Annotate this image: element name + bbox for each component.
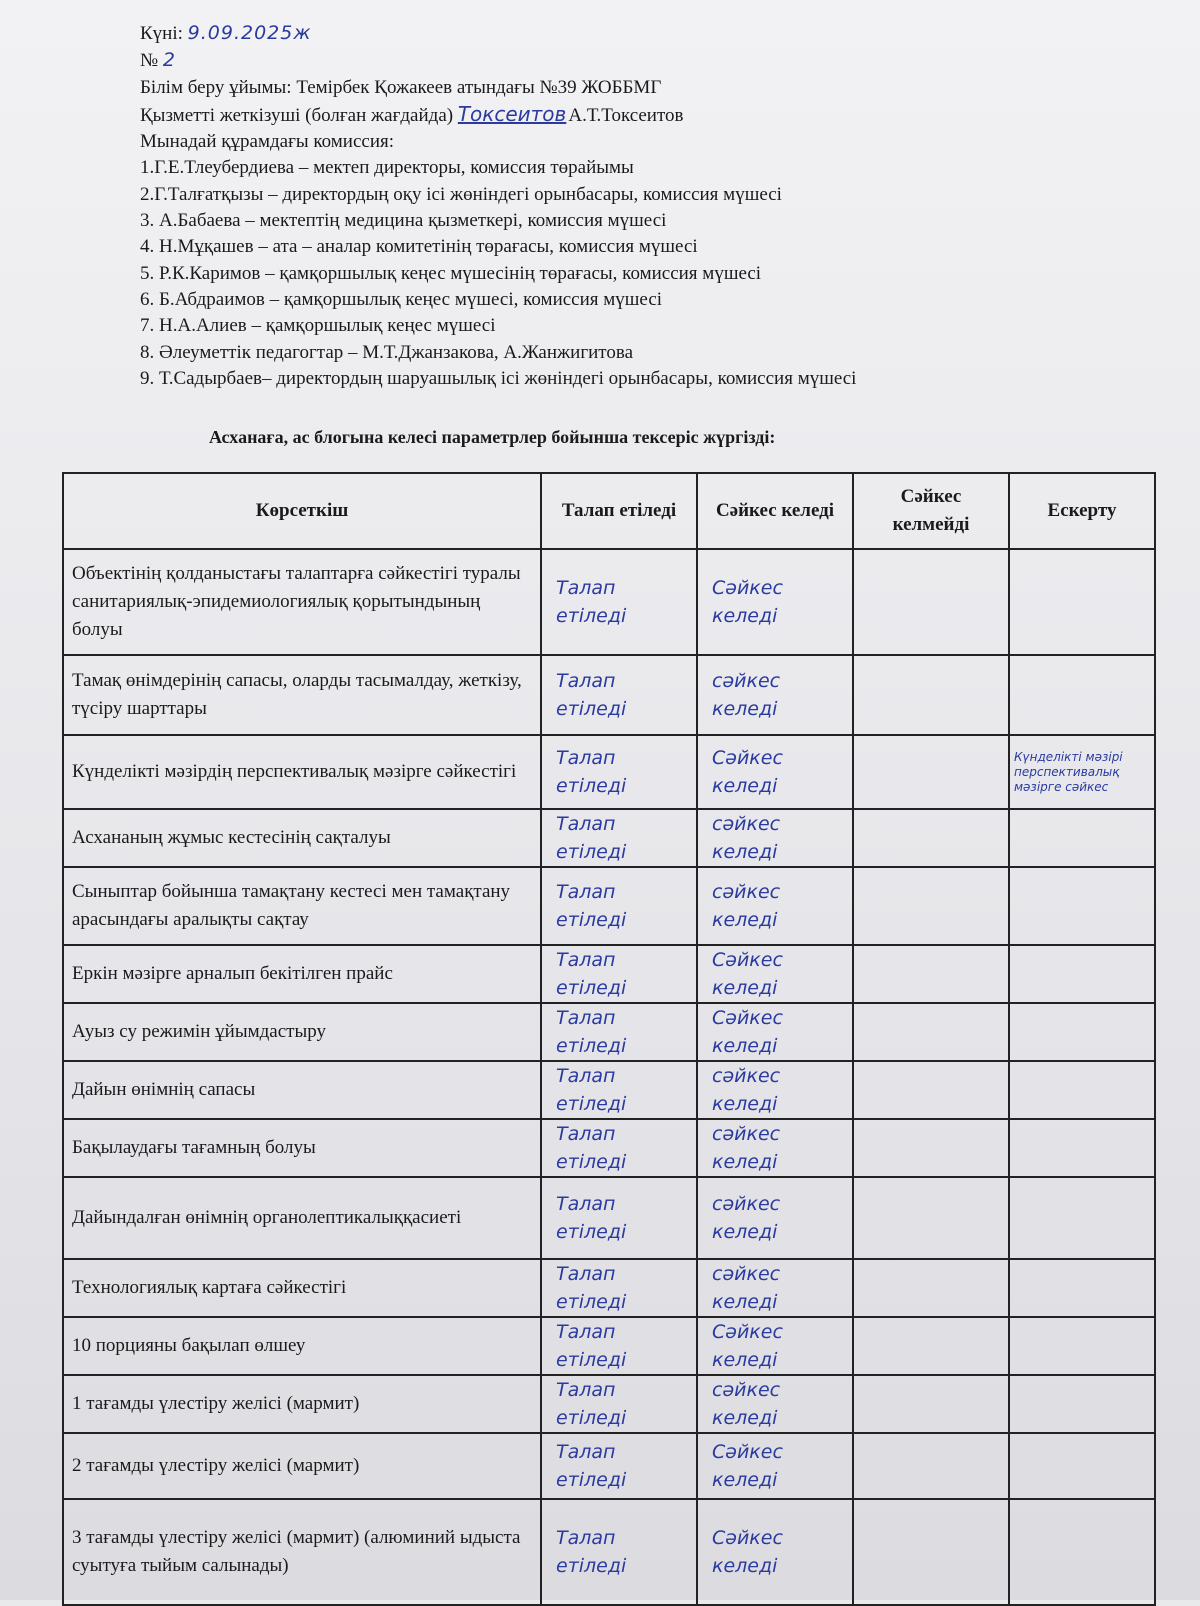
header-mismatch: Сәйкес келмейді (853, 473, 1009, 549)
indicator-cell: Тамақ өнімдерінің сапасы, оларды тасымалдау, жеткізу, түсіру шарттары (63, 655, 541, 735)
match-text: келеді (712, 698, 778, 720)
table-row (63, 1003, 1155, 1061)
note-cell[interactable] (1009, 1259, 1155, 1317)
commission-member: 5. Р.К.Каримов – қамқоршылық кеңес мүшесінің төрағасы, комиссия мүшесі (140, 262, 762, 284)
match-text: келеді (712, 1093, 778, 1115)
match-text: Сәйкес (712, 577, 783, 599)
table-row (63, 867, 1155, 945)
required-text: Талап (556, 1123, 616, 1145)
indicator-cell: Технологиялық картаға сәйкестігі (63, 1259, 541, 1317)
mismatch-cell[interactable] (853, 1317, 1009, 1375)
table-row (63, 1061, 1155, 1119)
required-text: етіледі (556, 775, 627, 797)
provider-label: Қызметті жеткізуші (болған жағдайда) (140, 104, 454, 126)
indicator-cell: Объектінің қолданыстағы талаптарға сәйкестігі туралы санитариялық-эпидемиологиялық қорытындының болуы (63, 549, 541, 655)
required-text: Талап (556, 1527, 616, 1549)
required-text: Талап (556, 1321, 616, 1343)
indicator-cell: Күнделікті мәзірдің перспективалық мәзірге сәйкестігі (63, 735, 541, 809)
table-row (63, 1259, 1155, 1317)
note-cell[interactable] (1009, 1061, 1155, 1119)
note-cell[interactable] (1009, 1499, 1155, 1605)
required-cell[interactable] (541, 1499, 697, 1605)
match-text: сәйкес (712, 670, 781, 692)
match-cell[interactable] (697, 1177, 853, 1259)
table-row (63, 1119, 1155, 1177)
match-text: келеді (712, 1349, 778, 1371)
required-text: Талап (556, 747, 616, 769)
mismatch-cell[interactable] (853, 549, 1009, 655)
match-text: келеді (712, 775, 778, 797)
number-value: 2 (162, 49, 176, 72)
required-text: Талап (556, 670, 616, 692)
provider-name: А.Т.Токсеитов (568, 104, 684, 126)
match-text: келеді (712, 1407, 778, 1429)
required-cell[interactable] (541, 1259, 697, 1317)
mismatch-cell[interactable] (853, 1433, 1009, 1499)
commission-member: 6. Б.Абдраимов – қамқоршылық кеңес мүшесі, комиссия мүшесі (140, 288, 663, 310)
required-cell[interactable] (541, 1433, 697, 1499)
note-cell[interactable] (1009, 809, 1155, 867)
required-text: етіледі (556, 1469, 627, 1491)
match-cell[interactable] (697, 1499, 853, 1605)
mismatch-cell[interactable] (853, 1259, 1009, 1317)
required-text: етіледі (556, 1093, 627, 1115)
document-header (140, 20, 856, 392)
commission-member: 2.Г.Талғатқызы – директордың оқу ісі жөніндегі орынбасары, комиссия мүшесі (140, 183, 782, 205)
match-text: келеді (712, 1291, 778, 1313)
date-label: Күні: (140, 23, 183, 44)
note-cell[interactable] (1009, 1375, 1155, 1433)
required-cell[interactable] (541, 1177, 697, 1259)
mismatch-cell[interactable] (853, 1003, 1009, 1061)
required-text: Талап (556, 881, 616, 903)
note-cell[interactable] (1009, 1433, 1155, 1499)
match-cell[interactable] (697, 809, 853, 867)
required-text: Талап (556, 813, 616, 835)
required-cell[interactable] (541, 735, 697, 809)
required-text: Талап (556, 949, 616, 971)
date-line (140, 20, 856, 47)
commission-member: 7. Н.А.Алиев – қамқоршылық кеңес мүшесі (140, 315, 496, 337)
mismatch-cell[interactable] (853, 809, 1009, 867)
required-text: етіледі (556, 1291, 627, 1313)
inspection-table (62, 472, 1156, 1606)
required-text: етіледі (556, 1035, 627, 1057)
match-text: сәйкес (712, 1065, 781, 1087)
note-cell[interactable] (1009, 945, 1155, 1003)
table-row (63, 1433, 1155, 1499)
match-cell[interactable] (697, 1259, 853, 1317)
header-required: Талап етіледі (541, 473, 697, 549)
match-cell[interactable] (697, 1119, 853, 1177)
commission-member: 3. А.Бабаева – мектептің медицина қызметкері, комиссия мүшесі (140, 210, 667, 232)
required-text: етіледі (556, 1555, 627, 1577)
required-text: етіледі (556, 1151, 627, 1173)
required-text: Талап (556, 1441, 616, 1463)
match-text: сәйкес (712, 1379, 781, 1401)
indicator-cell: 10 порцияны бақылап өлшеу (63, 1317, 541, 1375)
match-text: Сәйкес (712, 1321, 783, 1343)
required-text: Талап (556, 1007, 616, 1029)
mismatch-cell[interactable] (853, 867, 1009, 945)
match-cell[interactable] (697, 1375, 853, 1433)
required-text: Талап (556, 1379, 616, 1401)
indicator-cell: 1 тағамды үлестіру желісі (мармит) (63, 1375, 541, 1433)
match-text: келеді (712, 1035, 778, 1057)
required-text: етіледі (556, 909, 627, 931)
required-text: етіледі (556, 977, 627, 999)
commission-member: 8. Әлеуметтік педагогтар – М.Т.Джанзакова, А.Жанжигитова (140, 341, 633, 363)
indicator-cell: Бақылаудағы тағамның болуы (63, 1119, 541, 1177)
required-text: етіледі (556, 698, 627, 720)
provider-signature: Токсеитов (457, 101, 567, 126)
required-cell[interactable] (541, 655, 697, 735)
match-cell[interactable] (697, 1061, 853, 1119)
commission-member: 4. Н.Мұқашев – ата – аналар комитетінің төрағасы, комиссия мүшесі (140, 236, 698, 258)
match-text: Сәйкес (712, 1441, 783, 1463)
match-cell[interactable] (697, 735, 853, 809)
match-text: Сәйкес (712, 949, 783, 971)
note-cell[interactable] (1009, 655, 1155, 735)
organization: Білім беру ұйымы: Темірбек Қожакеев атындағы №39 ЖОББМГ (140, 76, 662, 98)
match-text: Сәйкес (712, 747, 783, 769)
indicator-cell: 2 тағамды үлестіру желісі (мармит) (63, 1433, 541, 1499)
match-cell[interactable] (697, 1433, 853, 1499)
required-text: Талап (556, 1263, 616, 1285)
match-text: келеді (712, 909, 778, 931)
date-value: 9.09.2025ж (187, 22, 312, 44)
header-indicator: Көрсеткіш (63, 473, 541, 549)
match-text: келеді (712, 977, 778, 999)
mismatch-cell[interactable] (853, 1061, 1009, 1119)
mismatch-cell[interactable] (853, 1119, 1009, 1177)
required-text: етіледі (556, 1221, 627, 1243)
table-row (63, 809, 1155, 867)
number-label: № (140, 50, 159, 72)
match-text: келеді (712, 1221, 778, 1243)
note-cell[interactable] (1009, 549, 1155, 655)
match-text: келеді (712, 1151, 778, 1173)
match-cell[interactable] (697, 867, 853, 945)
match-cell[interactable] (697, 1317, 853, 1375)
mismatch-cell[interactable] (853, 1375, 1009, 1433)
indicator-cell: Ауыз су режимін ұйымдастыру (63, 1003, 541, 1061)
required-text: етіледі (556, 1349, 627, 1371)
required-cell[interactable] (541, 549, 697, 655)
required-cell[interactable] (541, 945, 697, 1003)
table-row (63, 1177, 1155, 1259)
mismatch-cell[interactable] (853, 1177, 1009, 1259)
note-cell[interactable] (1009, 1317, 1155, 1375)
match-text: сәйкес (712, 1193, 781, 1215)
table-row (63, 1375, 1155, 1433)
mismatch-cell[interactable] (853, 655, 1009, 735)
required-text: етіледі (556, 841, 627, 863)
header-match: Сәйкес келеді (697, 473, 853, 549)
indicator-cell: Асхананың жұмыс кестесінің сақталуы (63, 809, 541, 867)
table-row (63, 735, 1155, 809)
table-row (63, 1317, 1155, 1375)
mismatch-cell[interactable] (853, 735, 1009, 809)
match-text: сәйкес (712, 881, 781, 903)
commission-member: 9. Т.Садырбаев– директордың шаруашылық ісі жөніндегі орынбасары, комиссия мүшесі (140, 367, 857, 389)
required-text: Талап (556, 1193, 616, 1215)
indicator-cell: Дайын өнімнің сапасы (63, 1061, 541, 1119)
match-text: сәйкес (712, 1123, 781, 1145)
mismatch-cell[interactable] (853, 1499, 1009, 1605)
match-text: келеді (712, 1469, 778, 1491)
match-text: келеді (712, 1555, 778, 1577)
mismatch-cell[interactable] (853, 945, 1009, 1003)
number-line (140, 47, 856, 74)
required-cell[interactable] (541, 1119, 697, 1177)
match-cell[interactable] (697, 549, 853, 655)
indicator-cell: 3 тағамды үлестіру желісі (мармит) (алюминий ыдыста суытуға тыйым салынады) (63, 1499, 541, 1605)
commission-label: Мынадай құрамдағы комиссия: (140, 131, 395, 153)
required-text: етіледі (556, 605, 627, 627)
required-text: етіледі (556, 1407, 627, 1429)
table-row (63, 549, 1155, 655)
match-text: сәйкес (712, 813, 781, 835)
match-cell[interactable] (697, 655, 853, 735)
required-cell[interactable] (541, 1317, 697, 1375)
commission-member: 1.Г.Е.Тлеубердиева – мектеп директоры, комиссия төрайымы (140, 157, 634, 179)
indicator-cell: Сыныптар бойынша тамақтану кестесі мен тамақтану арасындағы аралықты сақтау (63, 867, 541, 945)
required-cell[interactable] (541, 1003, 697, 1061)
required-text: Талап (556, 1065, 616, 1087)
indicator-cell: Дайындалған өнімнің органолептикалыққасиеті (63, 1177, 541, 1259)
inspection-title: Асханаға, ас блогына келесі параметрлер бойынша тексеріс жүргізді: (209, 427, 776, 447)
required-cell[interactable] (541, 1375, 697, 1433)
indicator-cell: Еркін мәзірге арналып бекітілген прайс (63, 945, 541, 1003)
table-header-row (63, 473, 1155, 549)
table-row (63, 655, 1155, 735)
match-text: келеді (712, 605, 778, 627)
note-cell[interactable] (1009, 1177, 1155, 1259)
match-text: келеді (712, 841, 778, 863)
match-text: сәйкес (712, 1263, 781, 1285)
table-row (63, 945, 1155, 1003)
required-text: Талап (556, 577, 616, 599)
match-cell[interactable] (697, 945, 853, 1003)
match-text: Сәйкес (712, 1527, 783, 1549)
header-note: Ескерту (1009, 473, 1155, 549)
note-cell[interactable] (1009, 1119, 1155, 1177)
required-cell[interactable] (541, 809, 697, 867)
required-cell[interactable] (541, 1061, 697, 1119)
table-row (63, 1499, 1155, 1605)
required-cell[interactable] (541, 867, 697, 945)
match-cell[interactable] (697, 1003, 853, 1061)
provider-line (140, 101, 856, 129)
match-text: Сәйкес (712, 1007, 783, 1029)
note-cell[interactable] (1009, 867, 1155, 945)
note-cell[interactable] (1009, 1003, 1155, 1061)
note-cell[interactable]: Күнделікті мәзірі перспективалық мәзірге сәйкес (1009, 735, 1155, 809)
